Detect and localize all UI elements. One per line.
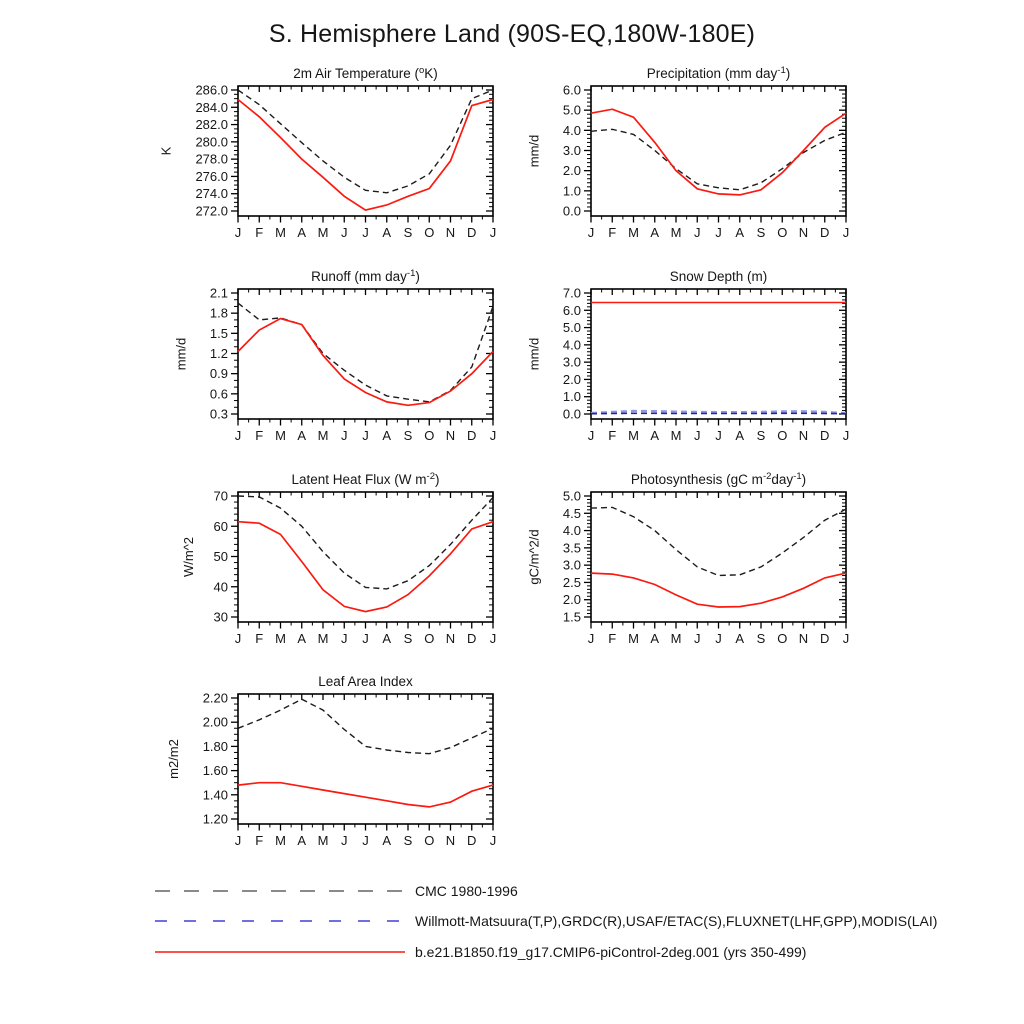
- y-tick-label: 3.0: [562, 354, 581, 370]
- x-tick-label: O: [424, 631, 435, 646]
- y-tick-label: 1.20: [202, 811, 228, 827]
- x-tick-label: N: [798, 428, 809, 443]
- y-tick-label: 6.0: [562, 82, 581, 98]
- x-tick-label: J: [489, 631, 497, 646]
- x-tick-label: M: [670, 631, 682, 646]
- x-tick-label: J: [694, 428, 701, 443]
- x-tick-label: N: [445, 631, 456, 646]
- y-tick-label: 3.0: [562, 557, 581, 573]
- chart-runoff: [128, 263, 507, 453]
- y-tick-label: 278.0: [195, 151, 228, 167]
- x-axis: [235, 86, 497, 240]
- x-tick-label: F: [608, 631, 617, 646]
- y-tick-label: 0.3: [209, 406, 228, 422]
- x-tick-label: O: [777, 631, 788, 646]
- legend-line-cmc: [155, 886, 405, 896]
- y-tick-label: 274.0: [195, 186, 228, 202]
- legend-item-cmc: [155, 884, 518, 898]
- x-tick-label: O: [424, 225, 435, 240]
- x-tick-label: J: [362, 428, 369, 443]
- y-axis-label: gC/m^2/d: [526, 529, 542, 585]
- x-tick-label: J: [362, 225, 369, 240]
- y-axis-label: W/m^2: [181, 536, 196, 578]
- axis-frame: [238, 694, 493, 824]
- x-tick-label: N: [798, 631, 809, 646]
- y-tick-label: 1.0: [562, 389, 581, 405]
- legend-label: Willmott-Matsuura(T,P),GRDC(R),USAF/ETAC(S),FLUXNET(LHF,GPP),MODIS(LAI): [415, 913, 938, 929]
- y-tick-label: 2.00: [202, 714, 228, 730]
- x-tick-label: M: [275, 428, 286, 443]
- y-tick-label: 1.80: [202, 738, 228, 754]
- x-tick-label: A: [735, 631, 745, 646]
- x-tick-label: F: [608, 225, 617, 240]
- x-tick-label: J: [715, 631, 722, 646]
- x-tick-label: J: [842, 225, 850, 240]
- y-tick-label: 30: [213, 609, 228, 625]
- y-tick-label: 70: [213, 488, 228, 504]
- panel-air-temperature: [128, 60, 507, 255]
- x-tick-label: A: [297, 833, 307, 848]
- series-obs: [238, 496, 493, 589]
- series-model: [238, 783, 493, 807]
- x-tick-label: D: [467, 428, 477, 443]
- x-tick-label: M: [628, 225, 639, 240]
- x-tick-label: J: [587, 225, 595, 240]
- y-axis: [210, 286, 493, 422]
- x-tick-label: M: [317, 833, 329, 848]
- series-model: [238, 522, 493, 612]
- chart-photosynthesis: [481, 466, 860, 656]
- chart-title: Latent Heat Flux (W $m^{-2}$): [291, 471, 440, 487]
- x-tick-label: D: [820, 225, 830, 240]
- y-axis-label: mm/d: [173, 337, 189, 371]
- y-tick-label: 7.0: [562, 285, 581, 301]
- x-tick-label: J: [694, 631, 701, 646]
- y-tick-label: 272.0: [195, 203, 228, 219]
- x-tick-label: M: [275, 225, 286, 240]
- legend-line-obs: [155, 916, 405, 926]
- chart-title: Runoff (mm day$^{-1}$): [311, 268, 420, 284]
- x-tick-label: M: [670, 428, 682, 443]
- x-tick-label: J: [489, 833, 497, 848]
- chart-leaf-area-index: [128, 668, 507, 858]
- legend-item-model: [155, 945, 806, 959]
- x-tick-label: F: [255, 833, 264, 848]
- x-tick-label: J: [234, 833, 242, 848]
- x-tick-label: A: [297, 631, 307, 646]
- y-tick-label: 3.0: [562, 143, 581, 158]
- panel-runoff: [128, 263, 507, 458]
- chart-title: Precipitation (mm day$^{-1}$): [646, 65, 791, 81]
- x-tick-label: F: [255, 428, 264, 443]
- x-tick-label: J: [362, 631, 369, 646]
- x-tick-label: A: [650, 225, 660, 240]
- x-tick-label: J: [587, 428, 595, 443]
- x-tick-label: J: [341, 225, 348, 240]
- x-tick-label: J: [341, 833, 348, 848]
- chart-latent-heat-flux: [128, 466, 507, 656]
- x-tick-label: S: [403, 225, 413, 240]
- y-tick-label: 1.0: [562, 183, 581, 199]
- y-tick-label: 280.0: [195, 134, 228, 150]
- x-tick-label: S: [756, 631, 766, 646]
- y-tick-label: 6.0: [562, 302, 581, 318]
- x-tick-label: M: [317, 225, 329, 240]
- x-tick-label: M: [628, 631, 639, 646]
- x-tick-label: M: [628, 428, 639, 443]
- y-tick-label: 0.0: [562, 203, 581, 219]
- x-tick-label: A: [735, 225, 745, 240]
- y-axis-label: m2/m2: [166, 739, 181, 779]
- y-tick-label: 2.1: [209, 285, 228, 301]
- y-axis: [563, 286, 846, 422]
- x-tick-label: J: [234, 225, 242, 240]
- chart-title: Leaf Area Index: [318, 674, 413, 689]
- axis-frame: [591, 289, 846, 419]
- y-tick-label: 1.60: [202, 763, 228, 779]
- x-tick-label: S: [403, 833, 413, 848]
- x-tick-label: D: [820, 631, 830, 646]
- x-tick-label: J: [489, 428, 497, 443]
- legend-label: CMC 1980-1996: [415, 883, 518, 899]
- x-tick-label: A: [382, 833, 392, 848]
- x-axis: [588, 492, 850, 646]
- x-tick-label: A: [650, 631, 660, 646]
- y-tick-label: 276.0: [195, 168, 228, 184]
- x-tick-label: S: [403, 428, 413, 443]
- x-tick-label: D: [467, 631, 477, 646]
- y-tick-label: 4.0: [562, 337, 581, 353]
- panel-photosynthesis: [481, 466, 860, 661]
- y-tick-label: 60: [213, 518, 228, 534]
- y-tick-label: 5.0: [562, 488, 581, 504]
- chart-title: 2m Air Temperature ($^o$K): [293, 65, 438, 81]
- axis-frame: [591, 492, 846, 622]
- y-axis: [195, 83, 493, 219]
- x-axis: [235, 694, 497, 848]
- y-tick-label: 2.5: [562, 574, 581, 590]
- y-axis-label: mm/d: [526, 134, 542, 168]
- x-tick-label: J: [341, 631, 348, 646]
- x-tick-label: M: [670, 225, 682, 240]
- axis-frame: [238, 492, 493, 622]
- x-tick-label: M: [317, 631, 329, 646]
- x-tick-label: O: [777, 225, 788, 240]
- y-tick-label: 2.0: [562, 371, 581, 387]
- panel-precipitation: [481, 60, 860, 255]
- x-axis: [235, 492, 497, 646]
- x-tick-label: O: [424, 833, 435, 848]
- y-tick-label: 1.2: [209, 346, 228, 361]
- chart-title: Snow Depth (m): [669, 269, 768, 284]
- x-tick-label: D: [467, 225, 477, 240]
- y-tick-label: 0.6: [209, 386, 228, 402]
- y-tick-label: 4.5: [562, 505, 581, 521]
- page-title: S. Hemisphere Land (90S-EQ,180W-180E): [268, 20, 756, 48]
- y-tick-label: 2.0: [562, 163, 581, 179]
- y-axis-label: K: [158, 146, 174, 156]
- x-tick-label: S: [403, 631, 413, 646]
- x-tick-label: J: [362, 833, 369, 848]
- y-tick-label: 1.40: [202, 787, 228, 803]
- x-tick-label: A: [297, 225, 307, 240]
- y-tick-label: 2.20: [202, 690, 228, 706]
- y-axis: [214, 489, 493, 625]
- y-axis: [563, 489, 846, 625]
- y-tick-label: 5.0: [562, 320, 581, 336]
- y-tick-label: 1.5: [562, 609, 581, 625]
- series-model: [591, 109, 846, 195]
- x-axis: [588, 289, 850, 443]
- x-tick-label: A: [382, 225, 392, 240]
- x-tick-label: J: [587, 631, 595, 646]
- x-tick-label: J: [694, 225, 701, 240]
- series-model: [238, 100, 493, 211]
- x-tick-label: A: [297, 428, 307, 443]
- y-tick-label: 50: [213, 549, 228, 564]
- series-obs: [238, 699, 493, 754]
- y-axis: [203, 691, 493, 827]
- panel-latent-heat-flux: [128, 466, 507, 661]
- x-tick-label: D: [820, 428, 830, 443]
- x-tick-label: F: [608, 428, 617, 443]
- panel-snow-depth: [481, 263, 860, 458]
- y-tick-label: 4.0: [562, 122, 581, 138]
- legend-item-obs: [155, 914, 937, 928]
- chart-title: Photosynthesis (gC $m^{-2}day^{-1}$): [630, 471, 807, 487]
- y-tick-label: 0.0: [562, 406, 581, 422]
- x-tick-label: A: [382, 428, 392, 443]
- x-tick-label: O: [777, 428, 788, 443]
- x-tick-label: A: [382, 631, 392, 646]
- x-tick-label: J: [842, 631, 850, 646]
- panel-leaf-area-index: [128, 668, 507, 863]
- x-tick-label: S: [756, 428, 766, 443]
- chart-precipitation: [481, 60, 860, 250]
- x-tick-label: J: [715, 225, 722, 240]
- y-tick-label: 0.9: [209, 366, 228, 382]
- y-tick-label: 40: [213, 579, 228, 595]
- y-tick-label: 2.0: [562, 592, 581, 608]
- x-tick-label: J: [489, 225, 497, 240]
- x-tick-label: N: [445, 833, 456, 848]
- x-tick-label: J: [842, 428, 850, 443]
- x-tick-label: O: [424, 428, 435, 443]
- series-model: [238, 319, 493, 406]
- x-tick-label: F: [255, 225, 264, 240]
- y-tick-label: 1.5: [209, 325, 228, 341]
- y-tick-label: 284.0: [195, 99, 228, 115]
- y-axis-label: mm/d: [526, 337, 542, 371]
- series-obs: [591, 129, 846, 190]
- x-tick-label: N: [798, 225, 809, 240]
- axis-frame: [591, 86, 846, 216]
- chart-air-temperature: [128, 60, 507, 250]
- x-tick-label: J: [715, 428, 722, 443]
- x-tick-label: J: [234, 428, 242, 443]
- axis-frame: [238, 289, 493, 419]
- x-tick-label: D: [467, 833, 477, 848]
- x-tick-label: M: [275, 833, 286, 848]
- legend-label: b.e21.B1850.f19_g17.CMIP6-piControl-2deg.001 (yrs 350-499): [415, 944, 807, 960]
- y-tick-label: 1.8: [209, 305, 228, 321]
- series-obs: [591, 507, 846, 575]
- series-obs: [238, 90, 493, 193]
- y-tick-label: 286.0: [195, 82, 228, 98]
- x-tick-label: N: [445, 428, 456, 443]
- legend-line-model: [155, 947, 405, 957]
- x-tick-label: A: [735, 428, 745, 443]
- x-tick-label: J: [341, 428, 348, 443]
- series-model: [591, 573, 846, 607]
- y-tick-label: 3.5: [562, 540, 581, 556]
- x-tick-label: M: [275, 631, 286, 646]
- y-tick-label: 5.0: [562, 102, 581, 118]
- x-tick-label: F: [255, 631, 264, 646]
- series-obs-usaf: [591, 411, 846, 413]
- x-axis: [588, 86, 850, 240]
- chart-snow-depth: [481, 263, 860, 453]
- x-axis: [235, 289, 497, 443]
- x-tick-label: S: [756, 225, 766, 240]
- y-tick-label: 282.0: [195, 117, 228, 133]
- x-tick-label: J: [234, 631, 242, 646]
- y-tick-label: 4.0: [562, 523, 581, 539]
- x-tick-label: M: [317, 428, 329, 443]
- x-tick-label: A: [650, 428, 660, 443]
- x-tick-label: N: [445, 225, 456, 240]
